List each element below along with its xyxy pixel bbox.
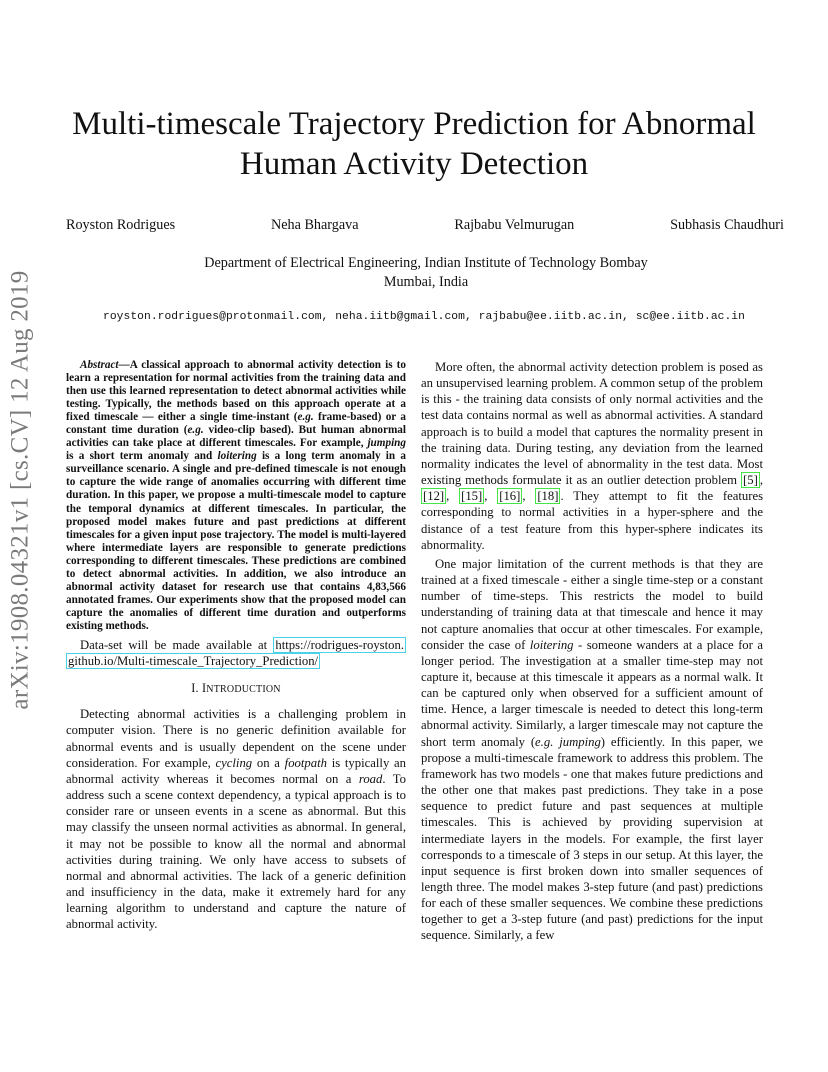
citation-link[interactable]: [12]: [423, 489, 445, 504]
citation-link[interactable]: [5]: [743, 473, 758, 488]
section-title: NTRODUCTION: [206, 684, 281, 696]
abstract-text: e.g.: [297, 411, 314, 424]
paragraph-text: footpath: [284, 755, 327, 770]
paragraph-text: ,: [484, 489, 498, 504]
paragraph-text: road: [358, 771, 383, 786]
author-name: Royston Rodrigues: [66, 217, 176, 233]
abstract-label: Abstract: [80, 359, 119, 371]
right-column: [421, 359, 763, 944]
abstract-text: jumping: [367, 437, 406, 450]
abstract-text: video-clip based). But human abnormal activities can take place at different timescales. For example,: [66, 424, 406, 450]
left-column: [66, 359, 406, 932]
abstract-text: —A classical approach to abnormal activity detection is to learn a representation for normal activities from the training data and then use this learned representation to detect abnormal activities while testing. Typically, the methods based on this approach operate at a fixed timescale — either a single time-instant (: [66, 359, 406, 424]
dataset-note: [66, 637, 406, 669]
intro-paragraph: [421, 359, 763, 553]
intro-paragraph: [421, 556, 763, 944]
citation-link[interactable]: [16]: [499, 489, 521, 504]
paragraph-text: One major limitation of the current methods is that they are trained at a fixed timescale - either a single time-step or a constant number of time-steps. This restricts the model to build understanding of training data at that timescale and hence it may not capture anomalies that occur at other timescales. For example, consider the case of: [421, 556, 763, 652]
intro-paragraph: [66, 706, 406, 932]
author-emails: royston.rodrigues@protonmail.com, neha.iitb@gmail.com, rajbabu@ee.iitb.ac.in, sc@ee.iitb.ac.in: [103, 311, 745, 323]
dataset-link[interactable]: https://rodrigues-royston.: [275, 637, 404, 652]
section-heading: [66, 681, 406, 696]
dataset-note-text: Data-set will be made available at: [80, 637, 274, 652]
paragraph-text: ) efficiently. In this paper, we propose a multi-timescale framework to address this problem. The framework has two models - one that makes future predictions and the other one that makes past predictions. They take in a pose sequence to predict future and past sequences at multiple timescales. This is achieved by providing supervision at intermediate layers in the models. For example, the first layer corresponds to a timescale of 3 steps in our setup. At this layer, the input sequence is first broken down into smaller sequences of length three. The model makes 3-step future (and past) predictions for each of these smaller sequences. We combine these predictions together to get a 3-step future (and past) predictions for the input sequence. Similarly, a few: [421, 734, 763, 943]
paper-title: Multi-timescale Trajectory Prediction for Abnormal Human Activity Detection: [72, 106, 756, 182]
author-name: Rajbabu Velmurugan: [454, 217, 575, 233]
paragraph-text: on a: [252, 755, 285, 770]
dataset-link[interactable]: github.io/Multi-timescale_Trajectory_Prediction/: [68, 654, 319, 669]
paragraph-text: ,: [522, 489, 536, 504]
arxiv-id: arXiv:1908.04321v1 [cs.CV] 12 Aug 2019: [7, 270, 34, 710]
affiliation-line: Department of Electrical Engineering, Indian Institute of Technology Bombay: [204, 255, 648, 271]
author-list: [66, 217, 784, 234]
paragraph-text: . They attempt to fit the features corresponding to normal activities in a hyper-sphere and the distance of a test feature from this hyper-sphere indicates its abnormality.: [421, 489, 764, 552]
abstract: [66, 359, 406, 633]
abstract-text: e.g.: [187, 424, 204, 437]
section-title: I: [202, 681, 207, 696]
affiliation: [120, 254, 732, 292]
abstract-text: frame-based) or a constant time duration (: [66, 411, 406, 437]
affiliation-line: Mumbai, India: [383, 274, 469, 290]
abstract-text: is a long term anomaly in a surveillance scenario. A single and pre-defined timescale is not enough to capture the wide range of anomalies occurring with different time duration. In this paper, we propose a multi-timescale model to capture the temporal dynamics at different timescales. In particular, the proposed model makes future and past predictions at different timescales for a given input pose trajectory. The model is multi-layered where intermediate layers are responsible to generate predictions corresponding to different timescales. These predictions are combined to detect abnormal activities. In addition, we also introduce an abnormal activity dataset for research use that contains 4,83,566 annotated frames. Our experiments show that the proposed model can capture the anomalies of different time duration and outperforms existing methods.: [66, 450, 406, 632]
paragraph-text: ,: [759, 473, 763, 488]
author-name: Neha Bhargava: [270, 217, 359, 233]
abstract-text: loitering: [217, 450, 257, 463]
abstract-text: is a short term anomaly and: [66, 450, 218, 463]
paragraph-text: is typically an abnormal activity whereas it becomes normal on a: [66, 755, 406, 786]
paragraph-text: e.g. jumping: [535, 734, 601, 749]
paragraph-text: cycling: [215, 755, 253, 770]
paragraph-text: . To address such a scene context dependency, a typical approach is to consider rare or unseen events in a scene as abnormal. But this may classify the unseen normal activities as abnormal. In general, it may not be possible to know all the normal and abnormal activities during training. We only have access to subsets of normal and abnormal activities. The lack of a generic definition and insufficiency in the data, make it extremely hard for any learning algorithm to understand and capture the nature of abnormal activity.: [66, 771, 406, 932]
arxiv-stamp: [2, 270, 40, 710]
paragraph-text: - someone wanders at a place for a longer period. The investigation at a smaller time-step may not capture it, because at this timescale it appears as a normal walk. It can be captured only when observed for a sufficient amount of time. Hence, a larger timescale is needed to detect this long-term abnormal activity. Similarly, a larger timescale may not capture the short term anomaly (: [421, 637, 763, 749]
section-number: I.: [191, 681, 199, 696]
author-name: Subhasis Chaudhuri: [670, 217, 784, 233]
citation-link[interactable]: [15]: [461, 489, 483, 504]
paragraph-text: Detecting abnormal activities is a challenging problem in computer vision. There is no generic definition available for abnormal events and is usually dependent on the scene under consideration. For example,: [66, 707, 406, 770]
citation-link[interactable]: [18]: [537, 489, 559, 504]
paragraph-text: ,: [446, 489, 460, 504]
paragraph-text: More often, the abnormal activity detection problem is posed as an unsupervised learning problem. A common setup of the problem is this - the training data consists of only normal activities and the test data contains normal as well as abnormal activities. A standard approach is to build a model that captures the normality present in the training data. During testing, any deviation from the learned normality indicates the level of abnormality in the test data. Most existing methods formulate it as an outlier detection problem: [421, 360, 763, 488]
paragraph-text: loitering: [529, 637, 574, 652]
